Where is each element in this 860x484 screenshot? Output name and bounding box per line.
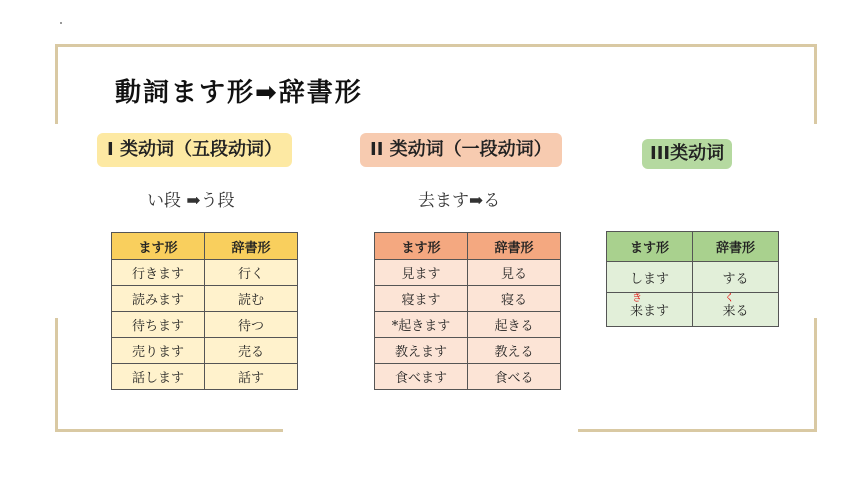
corner-dot [60,22,62,24]
frame-bottom-left [55,429,283,432]
header-masu-form: ます形 [112,233,205,260]
header-dictionary-form: 辞書形 [205,233,298,260]
masu-form-cell: 読みます [112,286,205,312]
dictionary-form-cell: 待つ [205,312,298,338]
group-3-badge: III类动词 [642,139,732,169]
dictionary-form-cell: 売る [205,338,298,364]
table-row [112,286,298,312]
dictionary-form-cell: する [693,262,779,293]
group-3-table [606,231,779,327]
masu-form-cell: 見ます [375,260,468,286]
kuru-dict-reading: く [724,293,735,304]
header-masu-form: ます形 [607,232,693,262]
table-row [112,260,298,286]
kuru-masu-rest: ます [643,304,670,319]
frame-left-upper [55,44,58,124]
group-2-badge: II 类动词（一段动词） [360,133,562,167]
masu-form-cell: 食べます [375,364,468,390]
table-row [375,260,561,286]
group-2-rule: 去ます➡る [418,191,501,211]
dictionary-form-cell: 寝る [468,286,561,312]
frame-top [57,44,817,47]
header-dictionary-form: 辞書形 [468,233,561,260]
masu-form-cell: *起きます [375,312,468,338]
table-row [375,338,561,364]
frame-right-lower [814,318,817,431]
table-row [112,364,298,390]
masu-form-cell: 寝ます [375,286,468,312]
group-2-table [374,232,561,390]
table-row [375,364,561,390]
kuru-dict-kanji: 来 [722,304,736,319]
kuru-masu-reading: き [631,293,642,304]
masu-form-cell [607,293,693,327]
frame-right-upper [814,44,817,124]
masu-form-cell: 話します [112,364,205,390]
dictionary-form-cell: 見る [468,260,561,286]
table-row [607,262,779,293]
masu-form-cell: 行きます [112,260,205,286]
dictionary-form-cell: 食べる [468,364,561,390]
masu-form-cell: 売ります [112,338,205,364]
dictionary-form-cell: 起きる [468,312,561,338]
table-row [112,312,298,338]
frame-bottom-right [578,429,817,432]
group-1-badge: I 类动词（五段动词） [97,133,292,167]
kuru-masu-kanji: 来 [629,304,643,319]
kuru-dict-kanji-with-reading [722,293,736,319]
group-1-rule: い段 ➡う段 [147,191,235,211]
table-row [375,286,561,312]
table-row [607,293,779,327]
header-dictionary-form: 辞書形 [693,232,779,262]
dictionary-form-cell [693,293,779,327]
masu-form-cell: します [607,262,693,293]
group-1-table [111,232,298,390]
table-row [375,312,561,338]
masu-form-cell: 待ちます [112,312,205,338]
dictionary-form-cell: 教える [468,338,561,364]
kuru-masu-kanji-with-reading [629,293,643,319]
frame-left-lower [55,318,58,431]
masu-form-cell: 教えます [375,338,468,364]
dictionary-form-cell: 話す [205,364,298,390]
slide-title: 動詞ます形➡辞書形 [115,78,363,108]
header-masu-form: ます形 [375,233,468,260]
dictionary-form-cell: 行く [205,260,298,286]
kuru-dict-rest: る [735,304,749,319]
dictionary-form-cell: 読む [205,286,298,312]
table-row [112,338,298,364]
